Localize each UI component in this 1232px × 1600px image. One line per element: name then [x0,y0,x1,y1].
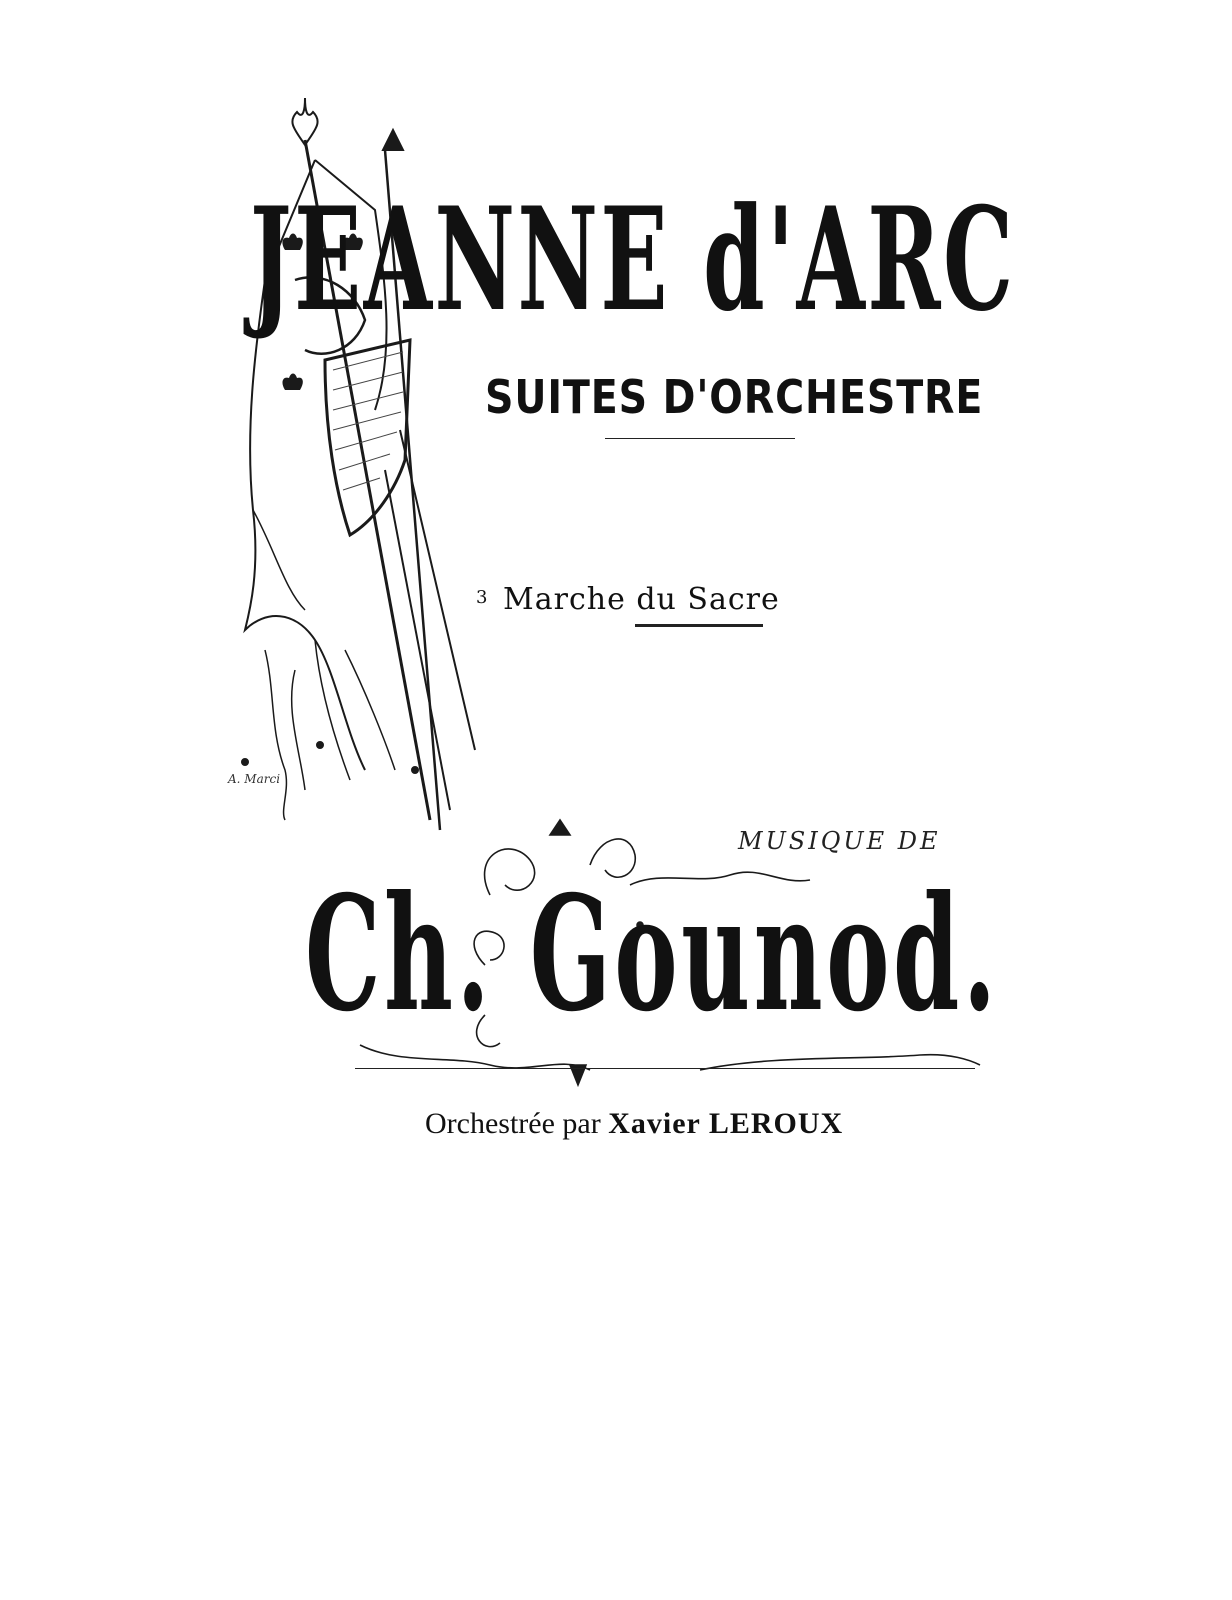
composer-prefix: MUSIQUE DE [738,827,941,855]
orchestration-prefix: Orchestrée par [425,1107,601,1140]
orchestration-credit [425,1104,843,1144]
composer-name: Ch. Gounod. [305,862,1000,1047]
divider-rule [605,438,795,439]
cover-subtitle: SUITES D'ORCHESTRE [485,370,984,424]
movement-number: 3 [476,587,489,608]
movement-name: Marche du Sacre [503,582,780,617]
divider-rule [635,624,763,627]
cover-title: JEANNE d'ARC [250,177,1016,343]
illustrator-signature: A. Marci [228,772,281,786]
banner-lance-shield-icon [225,50,485,840]
divider-rule [355,1068,975,1069]
arranger-name: Xavier LEROUX [608,1107,844,1140]
movement-title [476,578,780,618]
